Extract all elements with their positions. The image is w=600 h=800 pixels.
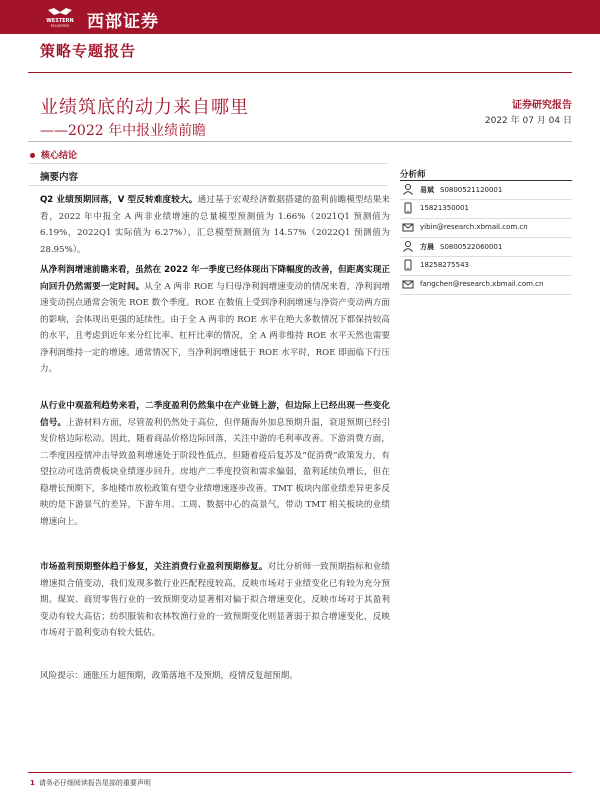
paragraph-text: 对比分析师一致预期指标和业绩增速拟合值变动，我们发现多数行业匹配程度较高，反映市场对于业绩变化已有较为充分预期。煤炭、商贸零售行业的一致预期变动显著相对偏于拟合增速变化，反映市场对于其盈利变动有较大高估；纺织服装和农林牧渔行业的一致预期变化则显著弱于拟合增速变化，反映市场对于盈利变动有较大低估。 <box>40 562 390 638</box>
analyst-name-row <box>400 183 572 197</box>
email-icon <box>402 221 414 233</box>
email-icon <box>402 278 414 290</box>
report-subtitle: ——2022 年中报业绩前瞻 <box>40 123 207 139</box>
divider <box>400 275 572 276</box>
analyst-name-row <box>400 240 572 254</box>
logo-text: 西部证券 <box>87 12 159 32</box>
western-securities-logo-icon <box>40 6 80 28</box>
report-type: 策略专题报告 <box>40 42 137 60</box>
divider <box>28 141 572 142</box>
divider <box>400 180 572 181</box>
footer-disclaimer: 请务必仔细阅读报告尾部的重要声明 <box>38 779 151 787</box>
risk-warning <box>40 668 390 685</box>
divider <box>400 218 572 219</box>
paragraph-2 <box>40 262 390 378</box>
paragraph-lead: 从行业中观盈利趋势来看，二季度盈利仍然集中在产业链上游，但边际上已经出现一些变化信号。 <box>40 401 390 428</box>
phone-icon <box>402 259 414 271</box>
analyst-cert: S0800522060001 <box>440 243 503 251</box>
footer <box>30 778 151 788</box>
summary-heading: 摘要内容 <box>40 172 79 183</box>
analyst-phone: 18258275543 <box>420 261 469 269</box>
document-kind: 证券研究报告 <box>512 100 572 111</box>
analyst-phone-row <box>400 202 572 216</box>
analyst-phone: 15821350001 <box>420 204 469 212</box>
divider <box>28 185 388 186</box>
paragraph-lead: Q2 业绩预期回落，V 型反转难度较大。 <box>40 195 198 205</box>
person-icon <box>402 183 414 195</box>
divider <box>28 72 572 73</box>
page-number: 1 <box>30 779 35 787</box>
analyst-name: 方晨 <box>420 243 434 251</box>
analyst-name: 易斌 <box>420 186 434 194</box>
paragraph-1 <box>40 192 390 258</box>
paragraph-text: 从全 A 两非 ROE 与归母净利润增速变动的情况来看，净利润增速变动拐点通常会领先 ROE 数个季度。ROE 在数值上受到净利润增速与净资产变动两方面的影响，会体现出更强的延续性。由于全 A 两非的 ROE 水平在绝大多数情况下都保持较高的水平，且考虑到近年来分红比率、杠杆比率的情况，全 A 两非维持 ROE 水平天然也需要净利润维持一定的增速。通常情况下，当净利润增速低于 ROE 水平时，ROE 即面临下行压力。 <box>40 281 390 374</box>
analyst-cert: S0800521120001 <box>440 186 503 194</box>
divider <box>400 294 572 295</box>
person-icon <box>402 240 414 252</box>
analyst-phone-row <box>400 259 572 273</box>
footer-divider <box>28 772 572 773</box>
analyst-email[interactable]: fangchen@research.xbmail.com.cn <box>420 280 544 288</box>
company-logo <box>40 6 200 30</box>
paragraph-lead: 从净利润增速前瞻来看，虽然在 2022 年一季度已经体现出下降幅度的改善，但距离实现正向回升仍然需要一定时间。 <box>40 265 390 292</box>
divider <box>28 163 388 164</box>
phone-icon <box>402 202 414 214</box>
section-header <box>30 148 77 161</box>
bullet-icon <box>30 153 35 158</box>
divider <box>400 199 572 200</box>
analyst-email-row[interactable] <box>400 278 572 292</box>
divider <box>400 256 572 257</box>
section-label: 核心结论 <box>41 151 78 161</box>
analyst-email-row[interactable] <box>400 221 572 235</box>
paragraph-4 <box>40 559 390 642</box>
analyst-email[interactable]: yibin@research.xbmail.com.cn <box>420 223 528 231</box>
analyst-heading: 分析师 <box>400 170 426 180</box>
svg-text:WESTERN: WESTERN <box>46 18 74 24</box>
paragraph-text: 通过基于宏观经济数据搭建的盈利前瞻模型结果来看，2022 年中报全 A 两非业绩增速的总量模型预测值为 1.66%（2021Q1 预测值为 6.19%，2022Q1 实际值为 6.27%），汇总模型预测值为 14.57%（2022Q1 预测值为 28.95%）。 <box>40 195 390 255</box>
report-date: 2022 年 07 月 04 日 <box>484 116 572 126</box>
paragraph-lead: 市场盈利预期整体趋于修复，关注消费行业盈利预期修复。 <box>40 562 268 572</box>
paragraph-text: 风险提示：通胀压力超预期，政策落地不及预期，疫情反复超预期。 <box>40 671 298 681</box>
report-title: 业绩筑底的动力来自哪里 <box>40 97 249 118</box>
divider <box>400 237 572 238</box>
paragraph-3 <box>40 398 390 530</box>
svg-text:SECURITIES: SECURITIES <box>50 24 70 28</box>
paragraph-text: 上游材料方面，尽管盈利仍然处于高位，但伴随海外加息预期升温，衰退预期已经引发价格边际松动。因此，随着商品价格边际回落，关注中游的毛利率改善。下游消费方面，二季度因疫情冲击导致盈利增速处于阶段性低点，但随着疫后复苏及“促消费”政策发力，有望拉动可选消费板块业绩逐步回升。房地产二季度投资和需求偏弱，盈利延续负增长，但在稳增长预期下，多地楼市放松政策有望令业绩增速逐步改善。TMT 板块内部业绩差异更多反映的是下游景气的差异，下游车用、工周、数据中心的高景气，带动 TMT 相关板块的业绩增速向上。 <box>40 417 390 527</box>
